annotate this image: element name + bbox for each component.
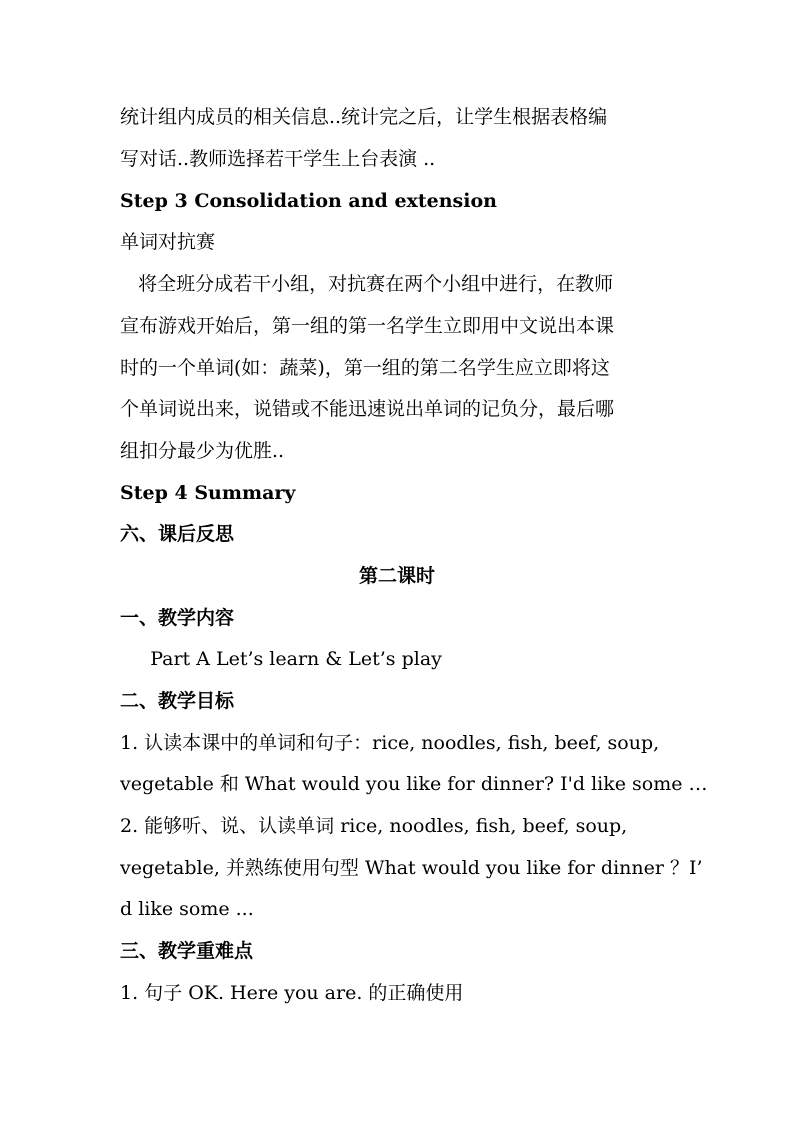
section-content-heading: 一、教学内容 <box>120 607 235 629</box>
objective-2-line-1: 2. 能够听、说、认读单词 rice, noodles, fish, beef, soup, <box>120 815 628 837</box>
paragraph-line-5: 将全班分成若干小组，对抗赛在两个小组中进行，在教师 <box>120 273 614 295</box>
step-4-heading: Step 4 Summary <box>120 482 296 504</box>
objective-2-line-3: d like some ... <box>120 898 254 920</box>
content-line: Part A Let’s learn & Let’s play <box>120 648 442 670</box>
section-objectives-heading: 二、教学目标 <box>120 690 235 712</box>
section-reflection-heading: 六、课后反思 <box>120 523 235 545</box>
paragraph-line-7: 时的一个单词(如：蔬菜)，第一组的第二名学生应立即将这 <box>120 357 610 379</box>
step-3-heading: Step 3 Consolidation and extension <box>120 190 497 212</box>
section-key-points-heading: 三、教学重难点 <box>120 940 254 962</box>
paragraph-line-2: 写对话..教师选择若干学生上台表演 .. <box>120 148 436 170</box>
activity-title: 单词对抗赛 <box>120 231 216 253</box>
objective-1-line-1: 1. 认读本课中的单词和句子：rice, noodles, fish, beef, soup, <box>120 732 660 754</box>
key-point-1: 1. 句子 OK. Here you are. 的正确使用 <box>120 982 464 1004</box>
paragraph-line-8: 个单词说出来，说错或不能迅速说出单词的记负分，最后哪 <box>120 398 615 420</box>
paragraph-line-6: 宣布游戏开始后，第一组的第一名学生立即用中文说出本课 <box>120 315 615 337</box>
paragraph-line-1: 统计组内成员的相关信息..统计完之后，让学生根据表格编 <box>120 106 608 128</box>
paragraph-line-9: 组扣分最少为优胜.. <box>120 440 285 462</box>
lesson-two-title: 第二课时 <box>358 565 435 587</box>
objective-1-line-2: vegetable 和 What would you like for dinner? I'd like some … <box>120 773 708 795</box>
objective-2-line-2: vegetable, 并熟练使用句型 What would you like for dinner ？I’ <box>120 857 703 879</box>
